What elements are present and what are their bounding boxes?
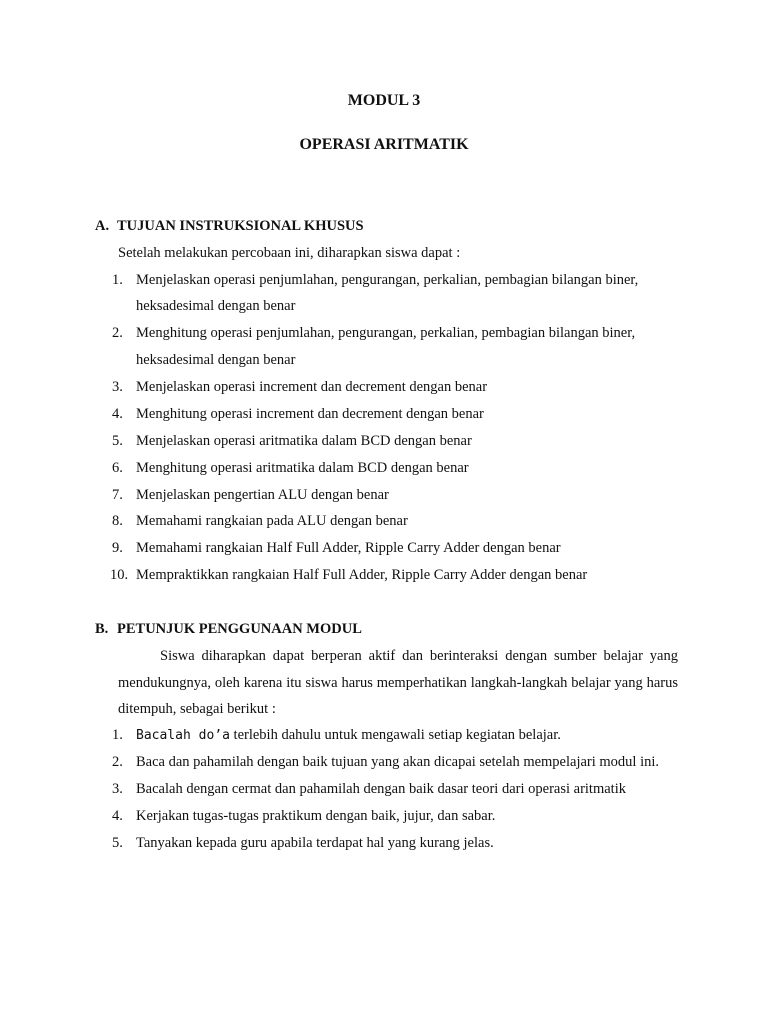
list-item-text: Memahami rangkaian Half Full Adder, Ripple Carry Adder dengan benar — [136, 540, 561, 556]
list-item-number: 10. — [110, 567, 129, 583]
list-item-continuation: heksadesimal dengan benar — [136, 298, 296, 314]
list-item-prefix: Bacalah do’a — [136, 728, 230, 743]
list-item-text: Mempraktikkan rangkaian Half Full Adder, Ripple Carry Adder dengan benar — [136, 567, 588, 583]
list-item-text: Menjelaskan operasi increment dan decrement dengan benar — [136, 379, 488, 395]
list-item-number: 5. — [112, 433, 123, 449]
section-b-heading — [95, 621, 362, 638]
list-item-text: Kerjakan tugas-tugas praktikum dengan baik, jujur, dan sabar. — [136, 808, 496, 824]
list-item-text: Menghitung operasi aritmatika dalam BCD dengan benar — [136, 460, 469, 476]
list-item-number: 4. — [112, 808, 123, 824]
list-item-text: Bacalah dengan cermat dan pahamilah dengan baik dasar teori dari operasi aritmatik — [136, 781, 626, 797]
list-item-number: 2. — [112, 754, 123, 770]
list-item-text — [136, 727, 684, 744]
section-b-title: PETUNJUK PENGGUNAAN MODUL — [117, 621, 362, 637]
module-subtitle: OPERASI ARITMATIK — [299, 136, 469, 153]
list-item-number: 1. — [112, 727, 123, 743]
module-title: MODUL 3 — [347, 92, 421, 109]
section-a-title: TUJUAN INSTRUKSIONAL KHUSUS — [117, 218, 364, 234]
list-item-number: 3. — [112, 781, 123, 797]
list-item-number: 1. — [112, 272, 123, 288]
list-item-number: 3. — [112, 379, 123, 395]
list-item-text: Menjelaskan pengertian ALU dengan benar — [136, 487, 389, 503]
list-item-text: Menghitung operasi penjumlahan, pengurangan, perkalian, pembagian bilangan biner, — [136, 325, 636, 341]
list-item-number: 8. — [112, 513, 123, 529]
list-item-number: 2. — [112, 325, 123, 341]
list-item-number: 4. — [112, 406, 123, 422]
list-item-rest: terlebih dahulu untuk mengawali setiap kegiatan belajar. — [229, 727, 561, 743]
section-a-intro: Setelah melakukan percobaan ini, diharapkan siswa dapat : — [118, 245, 461, 261]
section-a-letter: A. — [95, 218, 110, 234]
list-item-text: Baca dan pahamilah dengan baik tujuan yang akan dicapai setelah mempelajari modul ini. — [136, 754, 660, 770]
list-item-text: Menjelaskan operasi penjumlahan, pengurangan, perkalian, pembagian bilangan biner, — [136, 272, 639, 288]
section-b-letter: B. — [95, 621, 109, 637]
section-b-paragraph-text: Siswa diharapkan dapat berperan aktif dan berinteraksi dengan sumber belajar yang mendukungnya, oleh karena itu siswa harus memperhatikan langkah-langkah belajar yang harus ditempuh, sebagai berikut : — [118, 648, 678, 717]
list-item-text: Tanyakan kepada guru apabila terdapat hal yang kurang jelas. — [136, 835, 494, 851]
list-item-continuation: heksadesimal dengan benar — [136, 352, 296, 368]
section-a-heading — [95, 218, 364, 235]
list-item-number: 5. — [112, 835, 123, 851]
list-item-number: 9. — [112, 540, 123, 556]
section-b-paragraph — [118, 643, 678, 723]
list-item-text: Menghitung operasi increment dan decrement dengan benar — [136, 406, 484, 422]
list-item-text: Memahami rangkaian pada ALU dengan benar — [136, 513, 408, 529]
list-item-text: Menjelaskan operasi aritmatika dalam BCD dengan benar — [136, 433, 472, 449]
list-item-number: 6. — [112, 460, 123, 476]
list-item-number: 7. — [112, 487, 123, 503]
